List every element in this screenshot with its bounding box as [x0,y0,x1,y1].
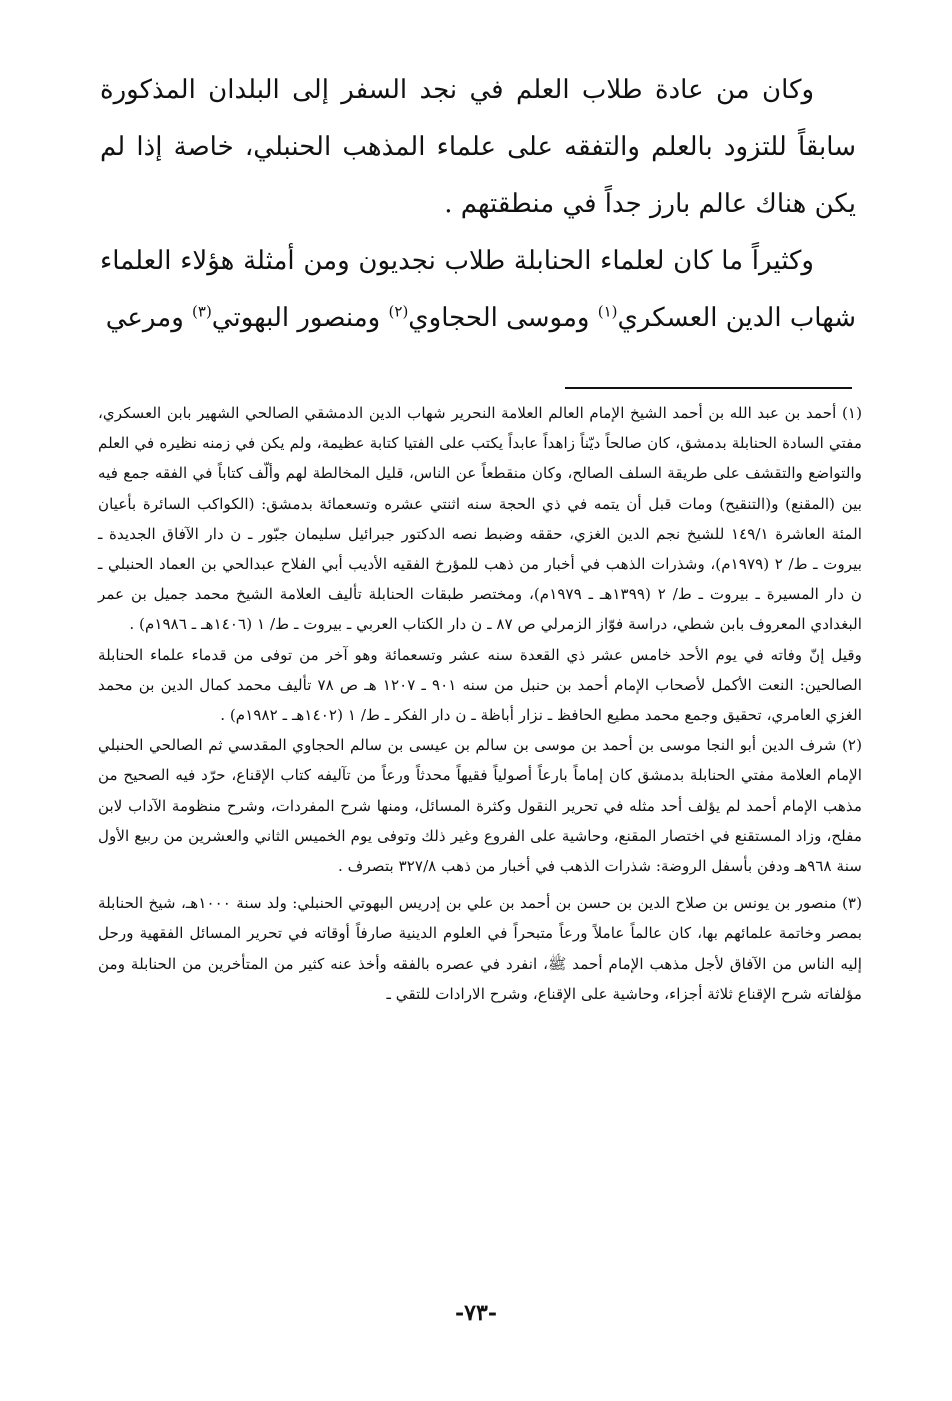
footnote-3: (٣) منصور بن يونس بن صلاح الدين بن حسن بن أحمد بن علي بن إدريس البهوتي الحنبلي: ولد سنة ١٠٠٠هـ، شيخ الحنابلة بمصر وخاتمة علمائهم بها، كان عالماً عاملاً ورعاً متبحراً في العلوم الدينية صارفاً أوقاته في تحرير المسائل الفقهية ورحل إليه الناس من الآفاق لأجل مذهب الإمام أحمد ﷺ، انفرد في عصره بالفقه وأخذ عنه كثير من المتأخرين من الحنابلة ومن مؤلفاته شرح الإقناع ثلاثة أجزاء، وحاشية على الإقناع، وشرح الارادات للتقي ـ [98,894,862,1003]
footnote-1-continued: وقيل إنّ وفاته في يوم الأحد خامس عشر ذي القعدة سنه عشر وتسعمائة وهو آخر من توفى من قدماء علماء الحنابلة الصالحين: النعت الأكمل لأصحاب الإمام أحمد بن حنبل من سنه ٩٠١ ـ ١٢٠٧ هـ ص ٧٨ تأليف محمد كمال الدين بن محمد الغزي العامري، تحقيق وجمع محمد مطيع الحافظ ـ نزار أباظة ـ ن دار الفكر ـ ط/ ١ (١٤٠٢هـ ـ ١٩٨٢م) . [98,645,862,725]
footnote-2: (٢) شرف الدين أبو النجا موسى بن أحمد بن موسى بن سالم بن عيسى بن سالم الحجاوي المقدسي ثم الصالحي الحنبلي الإمام العلامة مفتي الحنابلة بدمشق كان إماماً بارعاً أصولياً فقيهاً محدثاً ورعاً من تآليفه كتاب الإقناع، حرّد فيه الصحيح من مذهب الإمام أحمد لم يؤلف أحد مثله في تحرير النقول وكثرة المسائل، ومنها شرح المفردات، وشرح منظومة الآداب لابن مفلح، وزاد المستقنع في اختصار المقنع، وحاشية على الفروع وغير ذلك وتوفى يوم الخميس الثاني والعشرين من ربيع الأول سنة ٩٦٨هـ ودفن بأسفل الروضة: شذرات الذهب في أخبار من ذهب ٣٢٧/٨ بتصرف . [98,736,862,876]
paragraph-1: وكان من عادة طلاب العلم في نجد السفر إلى البلدان المذكورة سابقاً للتزود بالعلم والتفقه على علماء المذهب الحنبلي، خاصة إذا لم يكن هناك عالم بارز جداً في منطقتهم . [100,75,856,219]
footnote-ref-3[interactable]: (٣) [192,302,212,321]
paragraph-2-part-a: وكثيراً ما كان لعلماء الحنابلة طلاب نجديون ومن أمثلة هؤلاء العلماء شهاب الدين العسكري [100,246,856,333]
footnote-ref-2[interactable]: (٢) [388,302,409,321]
footnote-separator [565,387,852,389]
footnote-ref-1[interactable]: (١) [597,302,618,321]
paragraph-2-part-c: ومنصور البهوتي [211,303,389,333]
paragraph-2 [100,233,856,347]
footnote-1: (١) أحمد بن عبد الله بن أحمد الشيخ الإمام العالم العلامة النحرير شهاب الدين الدمشقي الصالحي الشهير بابن العسكري، مفتي السادة الحنابلة بدمشق، كان صالحاً ديّناً زاهداً عابداً يكتب على الفتيا كتابة عظيمة، ولم يكن في زمنه نظيره في العلم والتواضع والتقشف على طريقة السلف الصالح، وكان منقطعاً عن الناس، قليل المخالطة لهم وألّف كتاباً في الفقه جمع فيه بين (المقنع) و(التنقيح) ومات قبل أن يتمه في ذي الحجة سنه اثنتي عشره وتسعمائة بدمشق: (الكواكب السائرة بأعيان المئة العاشرة ١٤٩/١ للشيخ نجم الدين الغزي، حققه وضبط نصه الدكتور جبرائيل سليمان جبّور ـ ن دار الآفاق الجديدة ـ بيروت ـ ط/ ٢ (١٩٧٩م)، وشذرات الذهب في أخبار من ذهب للمؤرخ الفقيه الأديب أبي الفلاح عبدالحي بن العماد الحنبلي ـ ن دار المسيرة ـ بيروت ـ ط/ ٢ (١٣٩٩هـ ـ ١٩٧٩م)، ومختصر طبقات الحنابلة تأليف العلامة الشيخ محمد جميل بن عمر البغدادي المعروف بابن شطي، دراسة فوّاز الزمرلي ص ٨٧ ـ ن دار الكتاب العربي ـ بيروت ـ ط/ ١ (١٤٠٦هـ ـ ١٩٨٦م) . [98,404,862,634]
paragraph-2-part-d: ومرعي [105,303,193,333]
paragraph-2-part-b: وموسى الحجاوي [408,303,598,333]
footnotes [98,398,862,1009]
main-text [100,62,856,347]
page-number: -٧٣- [455,1300,497,1326]
footnote-gap [98,881,862,888]
